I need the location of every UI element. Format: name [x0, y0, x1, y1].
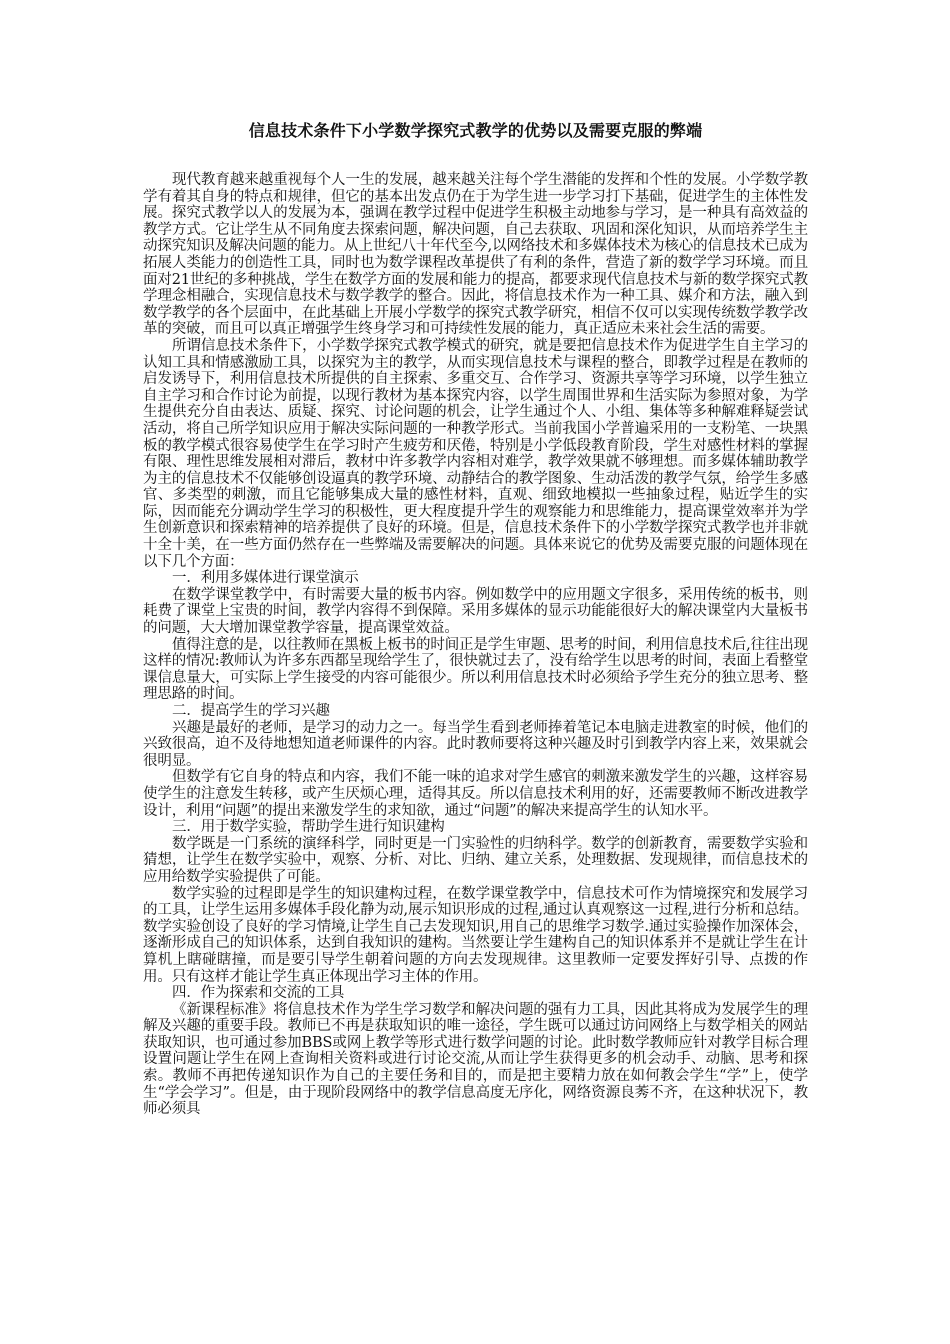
document-title: 信息技术条件下小学数学探究式教学的优势以及需要克服的弊端 [248, 121, 703, 140]
paragraph-definition: 所谓信息技术条件下，小学数学探究式教学模式的研究，就是要把信息技术作为促进学生自主学习的认知工具和情感激励工具，以探究为主的教学，从而实现信息技术与课程的整合，即教学过程是在教师的启发诱导下，利用信息技术所提供的自主探索、多重交互、合作学习、资源共享等学习环境，以学生独立自主学习和合作讨论为前提，以现行教材为基本探究内容，以学生周围世界和生活实际为参照对象，为学生提供充分自由表达、质疑、探究、讨论问题的机会，让学生通过个人、小组、集体等多种解难释疑尝试活动，将自己所学知识应用于解决实际问题的一种教学形式。当前我国小学普遍采用的一支粉笔、一块黑板的教学模式很容易使学生在学习时产生疲劳和厌倦，特别是小学低段教育阶段，学生对感性材料的掌握有限、理性思维发展相对滞后，教材中许多教学内容相对难学，教学效果就不够理想。而多媒体辅助教学为主的信息技术不仅能够创设逼真的教学环境、动静结合的教学图象、生动活泼的教学气氛，给学生多感官、多类型的刺激，而且它能够集成大量的感性材料，直观、细致地模拟一些抽象过程，贴近学生的实际，因而能充分调动学生学习的积极性，更大程度提升学生的观察能力和思维能力，提高课堂效率并为学生创新意识和探索精神的培养提供了良好的环境。但是，信息技术条件下的小学数学探究式教学也并非就十全十美，在一些方面仍然存在一些弊端及需要解决的问题。具体来说它的优势及需要克服的问题体现在以下几个方面： [143, 337, 808, 570]
section-heading-4: 四．作为探索和交流的工具 [172, 985, 345, 1002]
paragraph: 数学既是一门系统的演绎科学，同时更是一门实验性的归纳科学。数学的创新教育，需要数学实验和猜想，让学生在数学实验中，观察、分析、对比、归纳、建立关系，处理数据、发现规律，而信息技术的应用给数学实验提供了可能。 [143, 835, 808, 885]
document-body [143, 172, 808, 1118]
paragraph: 兴趣是最好的老师，是学习的动力之一。每当学生看到老师捧着笔记本电脑走进教室的时候，他们的兴致很高，迫不及待地想知道老师课件的内容。此时教师要将这种兴趣及时引到教学内容上来，效果就会很明显。 [143, 719, 808, 769]
paragraph: 《新课程标准》将信息技术作为学生学习数学和解决问题的强有力工具，因此其将成为发展学生的理解及兴趣的重要手段。教师已不再是获取知识的唯一途径，学生既可以通过访问网络上与数学相关的网站获取知识，也可通过参加BBS或网上教学等形式进行数学问题的讨论。此时数学教师应针对教学目标合理设置问题让学生在网上查询相关资料或进行讨论交流,从而让学生获得更多的机会动手、动脑、思考和探索。教师不再把传递知识作为自己的主要任务和目的，而是把主要精力放在如何教会学生“学”上，使学生“学会学习”。但是，由于现阶段网络中的教学信息高度无序化，网络资源良莠不齐，在这种状况下，教师必须具 [143, 1001, 808, 1118]
paragraph: 在数学课堂教学中，有时需要大量的板书内容。例如数学中的应用题文字很多，采用传统的板书，则耗费了课堂上宝贵的时间，教学内容得不到保障。采用多媒体的显示功能能很好大的解决课堂内大量板书的问题，大大增加课堂教学容量，提高课堂效益。 [143, 586, 808, 637]
section-heading-2: 二．提高学生的学习兴趣 [172, 703, 330, 719]
section-heading-3: 三．用于数学实验，帮助学生进行知识建构 [172, 819, 445, 836]
document-page [143, 120, 808, 1118]
paragraph: 但数学有它自身的特点和内容，我们不能一味的追求对学生感官的刺激来激发学生的兴趣，这样容易使学生的注意发生转移，或产生厌烦心理，适得其反。所以信息技术利用的好，还需要教师不断改进教学设计，利用“问题”的提出来激发学生的求知欲，通过“问题”的解决来提高学生的认知水平。 [143, 769, 808, 819]
paragraph: 值得注意的是，以往教师在黑板上板书的时间正是学生审题、思考的时间，利用信息技术后,往往出现这样的情况:教师认为许多东西都呈现给学生了，很快就过去了，没有给学生以思考的时间，表面上看整堂课信息量大，可实际上学生接受的内容可能很少。所以利用信息技术时必须给予学生充分的独立思考、整理思路的时间。 [143, 636, 808, 703]
paragraph-intro: 现代教育越来越重视每个人一生的发展，越来越关注每个学生潜能的发挥和个性的发展。小学数学教学有着其自身的特点和规律，但它的基本出发点仍在于为学生进一步学习打下基础，促进学生的主体性发展。探究式教学以人的发展为本，强调在教学过程中促进学生积极主动地参与学习，是一种具有高效益的教学方式。它让学生从不同角度去探索问题，解决问题，自己去获取、巩固和深化知识，从而培养学生主动探究知识及解决问题的能力。从上世纪八十年代至今,以网络技术和多媒体技术为核心的信息技术已成为拓展人类能力的创造性工具，同时也为数学课程改革提供了有利的条件，营造了新的数学学习环境。而且面对21世纪的多种挑战，学生在数学方面的发展和能力的提高，都要求现代信息技术与新的数学探究式教学理念相融合，实现信息技术与数学教学的整合。因此，将信息技术作为一种工具、媒介和方法，融入到数学教学的各个层面中，在此基础上开展小学数学的探究式教学研究，相信不仅可以实现传统数学教学改革的突破，而且可以真正增强学生终身学习和可持续性发展的能力，真正适应未来社会生活的需要。 [143, 172, 808, 338]
section-heading-1: 一．利用多媒体进行课堂演示 [172, 570, 359, 587]
paragraph: 数学实验的过程即是学生的知识建构过程，在数学课堂教学中，信息技术可作为情境探究和发展学习的工具，让学生运用多媒体手段化静为动,展示知识形成的过程,通过认真观察这一过程,进行分析和总结。数学实验创设了良好的学习情境,让学生自己去发现知识,用自己的思维学习数学.通过实验操作加深体会，逐渐形成自己的知识体系，达到自我知识的建构。当然要让学生建构自己的知识体系并不是就让学生在计算机上瞎碰瞎撞，而是要引导学生朝着问题的方向去发现规律。这里教师一定要发挥好引导、点拨的作用。只有这样才能让学生真正体现出学习主体的作用。 [143, 885, 808, 985]
